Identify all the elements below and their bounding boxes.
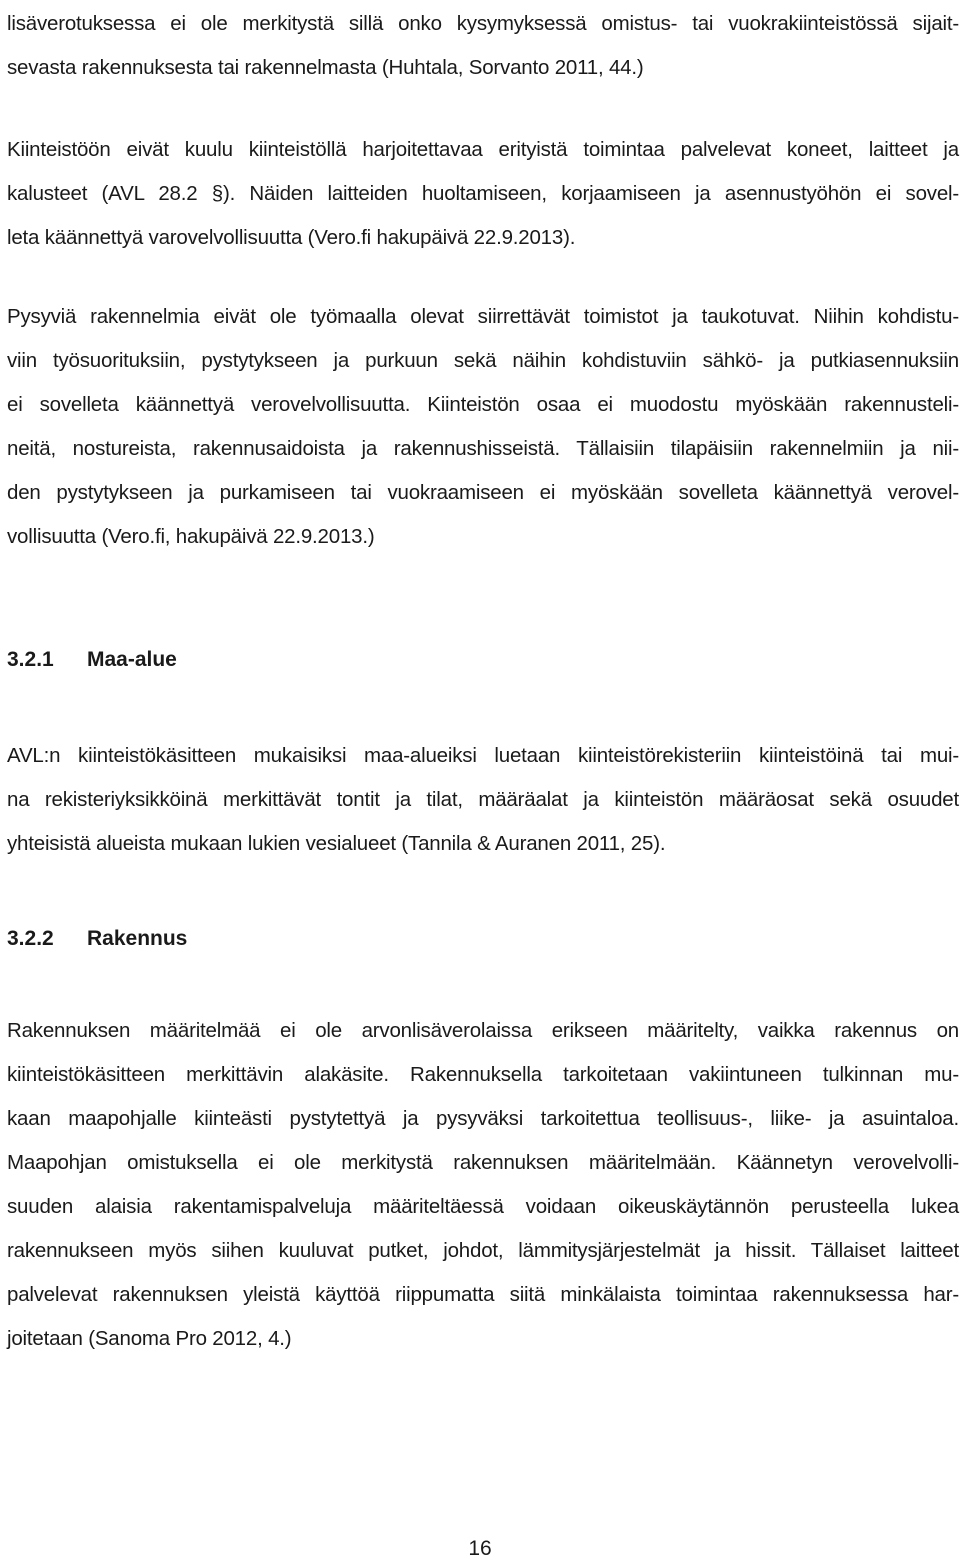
text-line: rakennukseen myös siihen kuuluvat putket, johdot, lämmitysjärjestelmät ja hissit. Tällaiset laitteet [7, 1239, 959, 1262]
paragraph-building [7, 1009, 959, 1361]
paragraph-structures [7, 295, 959, 559]
section-number: 3.2.1 [7, 648, 54, 671]
text-line: lisäverotuksessa ei ole merkitystä sillä onko kysymyksessä omistus- tai vuokrakiinteistössä sijait- [7, 12, 959, 35]
text-line: yhteisistä alueista mukaan lukien vesialueet (Tannila & Auranen 2011, 25). [7, 832, 666, 855]
paragraph-continuation [7, 2, 959, 90]
text-line: suuden alaisia rakentamispalveluja määriteltäessä voidaan oikeuskäytännön perusteella lukea [7, 1195, 959, 1218]
text-line: sevasta rakennuksesta tai rakennelmasta (Huhtala, Sorvanto 2011, 44.) [7, 56, 644, 79]
text-line: kiinteistökäsitteen merkittävin alakäsite. Rakennuksella tarkoitetaan vakiintuneen tulkinnan mu- [7, 1063, 959, 1086]
text-line: na rekisteriyksikköinä merkittävät tontit ja tilat, määräalat ja kiinteistön määräosat sekä osuudet [7, 788, 959, 811]
text-line: leta käännettyä varovelvollisuutta (Vero.fi hakupäivä 22.9.2013). [7, 226, 576, 249]
text-line: viin työsuorituksiin, pystytykseen ja purkuun sekä näihin kohdistuviin sähkö- ja putkiasennuksiin [7, 349, 959, 372]
text-line: kalusteet (AVL 28.2 §). Näiden laitteiden huoltamiseen, korjaamiseen ja asennustyöhön ei sovel- [7, 182, 959, 205]
section-heading-maa-alue [7, 638, 177, 682]
text-line: Pysyviä rakennelmia eivät ole työmaalla olevat siirrettävät toimistot ja taukotuvat. Niihin kohdistu- [7, 305, 959, 328]
paragraph-equipment [7, 128, 959, 260]
section-number: 3.2.2 [7, 927, 54, 950]
text-line: Rakennuksen määritelmää ei ole arvonlisäverolaissa erikseen määritelty, vaikka rakennus on [7, 1019, 959, 1042]
text-line: neitä, nostureista, rakennusaidoista ja rakennushisseistä. Tällaisiin tilapäisiin rakennelmiin ja nii- [7, 437, 959, 460]
text-line: AVL:n kiinteistökäsitteen mukaisiksi maa-alueiksi luetaan kiinteistörekisteriin kiinteistöinä tai mui- [7, 744, 959, 767]
text-line: vollisuutta (Vero.fi, hakupäivä 22.9.2013.) [7, 525, 375, 548]
section-title: Maa-alue [87, 648, 177, 671]
page-number: 16 [468, 1537, 492, 1560]
text-line: palvelevat rakennuksen yleistä käyttöä riippumatta siitä minkälaista toimintaa rakennuksessa har- [7, 1283, 959, 1306]
section-title: Rakennus [87, 927, 188, 950]
text-line: Kiinteistöön eivät kuulu kiinteistöllä harjoitettavaa erityistä toimintaa palvelevat koneet, laitteet ja [7, 138, 959, 161]
text-line: Maapohjan omistuksella ei ole merkitystä rakennuksen määritelmään. Käännetyn verovelvolli- [7, 1151, 959, 1174]
text-line: den pystytykseen ja purkamiseen tai vuokraamiseen ei myöskään sovelleta käännettyä verovel- [7, 481, 959, 504]
section-heading-rakennus [7, 917, 187, 961]
text-line: joitetaan (Sanoma Pro 2012, 4.) [7, 1327, 292, 1350]
paragraph-land-area [7, 734, 959, 866]
text-line: kaan maapohjalle kiinteästi pystytettyä ja pysyväksi tarkoitettua teollisuus-, liike- ja asuintaloa. [7, 1107, 959, 1130]
text-line: ei sovelleta käännettyä verovelvollisuutta. Kiinteistön osaa ei muodostu myöskään rakennusteli- [7, 393, 959, 416]
